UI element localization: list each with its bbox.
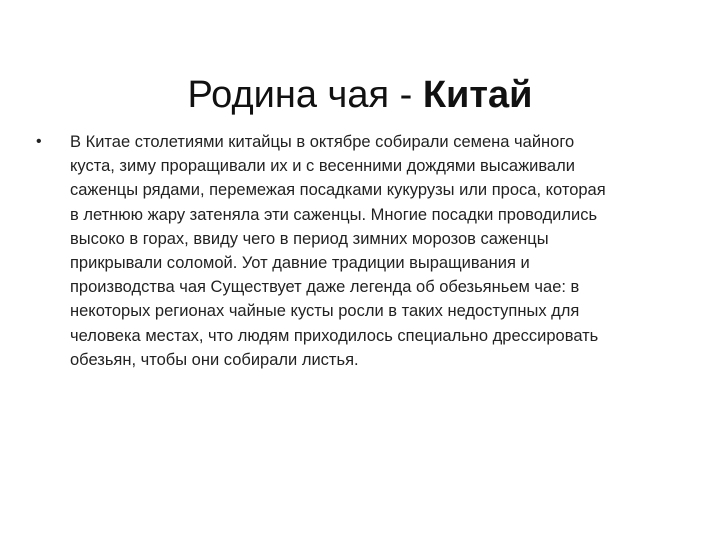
bullet-paragraph [70, 130, 696, 372]
paragraph-line: обезьян, чтобы они собирали листья. [70, 350, 359, 369]
title-bold-text: Китай [422, 74, 533, 117]
paragraph-line: куста, зиму проращивали их и с весенними дождями высаживали [70, 157, 575, 176]
title-regular-text: Родина чая - [187, 74, 423, 117]
paragraph-line: прикрывали соломой. Уот давние традиции выращивания и [70, 254, 530, 273]
paragraph-line: человека местах, что людям приходилось специально дрессировать [70, 326, 599, 345]
paragraph-line: саженцы рядами, перемежая посадками кукурузы или проса, которая [70, 181, 606, 200]
slide-content [36, 130, 696, 372]
paragraph-line: В Китае столетиями китайцы в октябре собирали семена чайного [70, 133, 575, 151]
paragraph-line: некоторых регионах чайные кусты росли в таких недоступных для [70, 302, 580, 321]
paragraph-line: высоко в горах, ввиду чего в период зимних морозов саженцы [70, 229, 549, 248]
list-item [36, 130, 696, 372]
bullet-icon: • [36, 133, 42, 150]
page-title [0, 69, 720, 121]
paragraph-line: производства чая Существует даже легенда об обезьяньем чае: в [70, 278, 580, 297]
paragraph-line: в летнюю жару затеняла эти саженцы. Многие посадки проводились [70, 205, 598, 224]
